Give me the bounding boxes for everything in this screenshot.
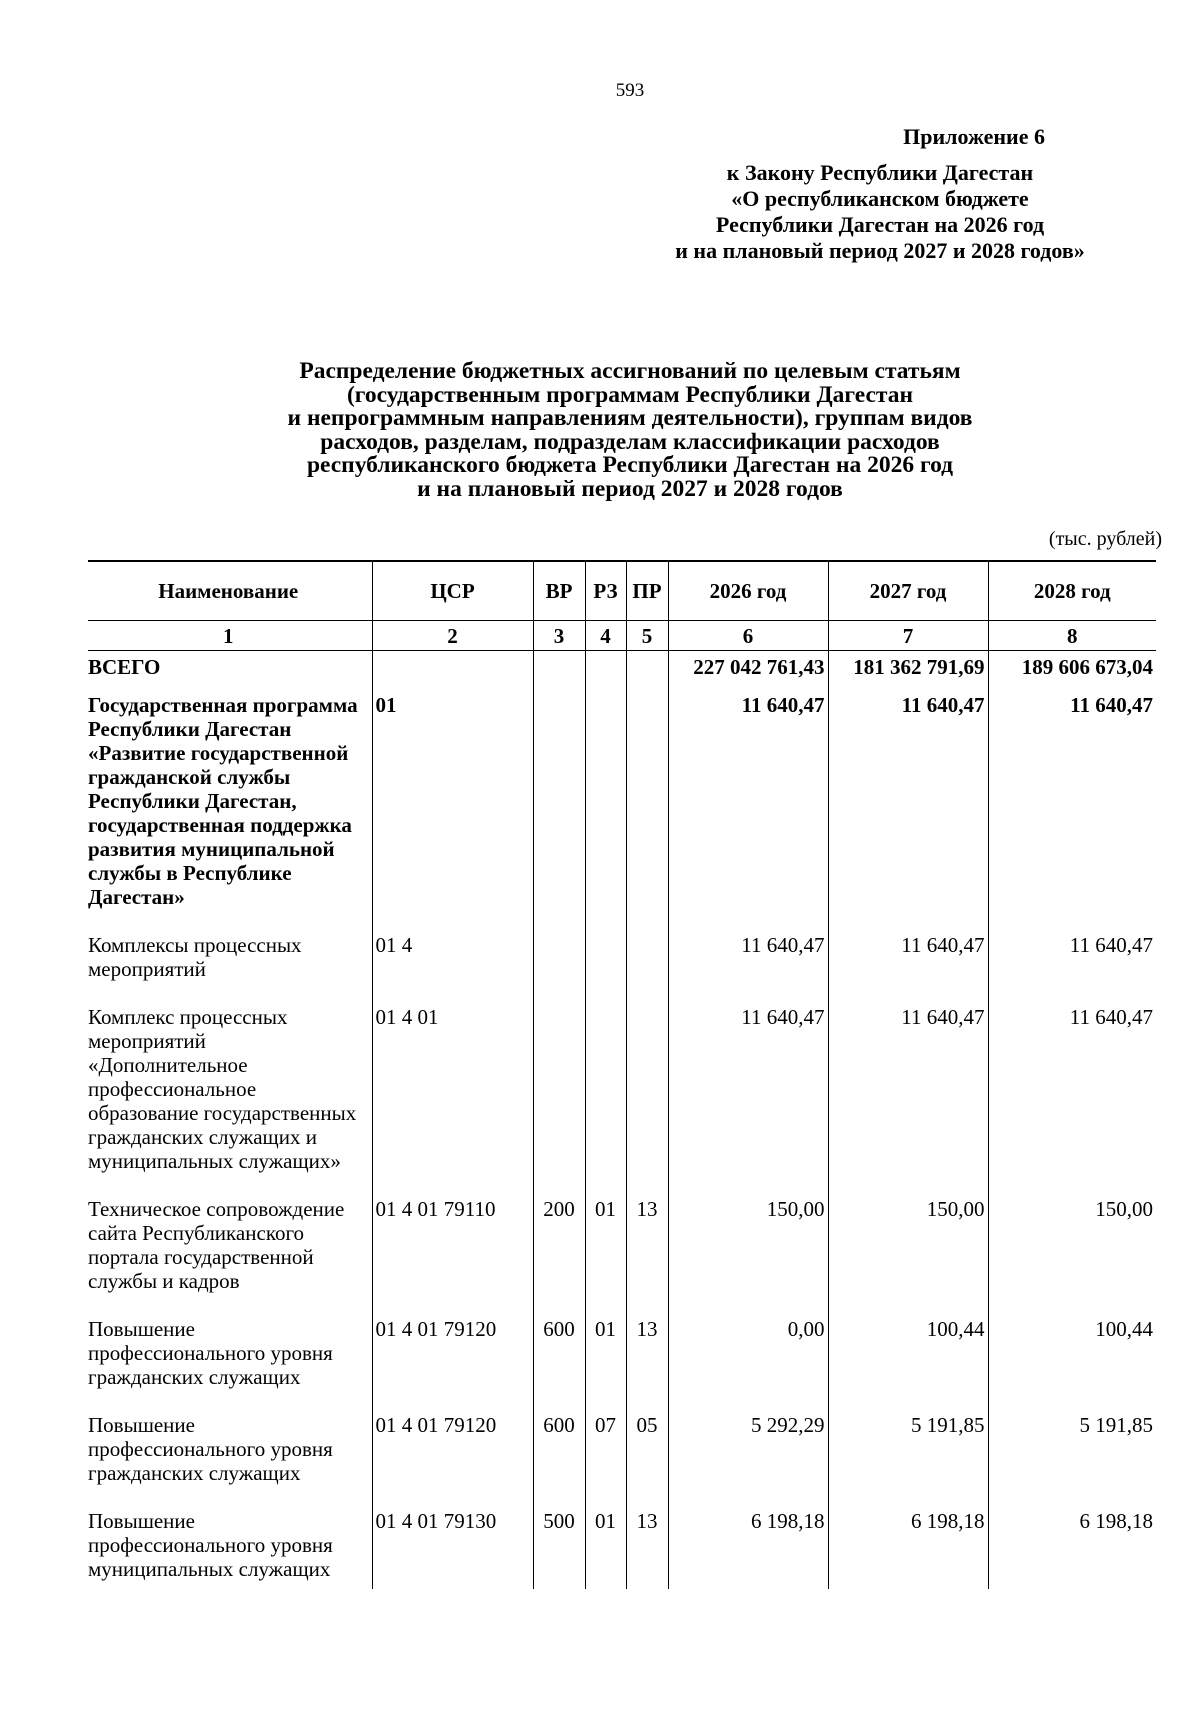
title-line: расходов, разделам, подразделам классификации расходов: [320, 428, 940, 455]
cell-csr: 01 4 01 79130: [372, 1503, 533, 1589]
cell-2028: 6 198,18: [988, 1503, 1156, 1589]
cell-rz: 01: [585, 1311, 626, 1407]
cell-2028: 11 640,47: [988, 687, 1156, 927]
cell-vr: [533, 687, 585, 927]
units-label: (тыс. рублей): [1048, 528, 1162, 550]
cell-name: Государственная программа Республики Дагестан «Развитие государственной гражданской службы Республики Дагестан, государственная поддержка развития муниципальной службы в Республике Дагестан»: [88, 687, 372, 927]
cell-rz: 07: [585, 1407, 626, 1503]
cell-vr: 600: [533, 1407, 585, 1503]
table-row: [88, 1311, 1156, 1407]
title-line: (государственным программам Республики Дагестан: [346, 381, 914, 408]
header-2027: 2027 год: [828, 561, 988, 621]
cell-name: Комплексы процессных мероприятий: [88, 927, 372, 999]
title-line: республиканского бюджета Республики Дагестан на 2026 год: [306, 452, 954, 478]
table-row-total: [88, 651, 1156, 688]
header-rz: РЗ: [585, 561, 626, 621]
appendix-line: «О республиканском бюджете: [731, 186, 1029, 211]
cell-rz: 01: [585, 1191, 626, 1311]
cell-vr: [533, 999, 585, 1191]
cell-vr: 200: [533, 1191, 585, 1311]
column-number: 1: [88, 621, 372, 651]
column-number: 4: [585, 621, 626, 651]
cell-2026: 11 640,47: [668, 687, 828, 927]
column-number: 7: [828, 621, 988, 651]
cell-2026: 11 640,47: [668, 927, 828, 999]
cell-2026: 150,00: [668, 1191, 828, 1311]
cell-2026: 227 042 761,43: [668, 651, 828, 688]
cell-pr: 13: [626, 1311, 668, 1407]
cell-csr: 01 4 01: [372, 999, 533, 1191]
cell-vr: 500: [533, 1503, 585, 1589]
cell-name: Техническое сопровождение сайта Республиканского портала государственной службы и кадров: [88, 1191, 372, 1311]
column-number: 6: [668, 621, 828, 651]
page-number: 593: [615, 80, 645, 101]
header-2028: 2028 год: [988, 561, 1156, 621]
cell-name: ВСЕГО: [88, 651, 372, 688]
cell-pr: [626, 999, 668, 1191]
header-pr: ПР: [626, 561, 668, 621]
title-line: Распределение бюджетных ассигнований по целевым статьям: [299, 358, 961, 384]
column-number: 8: [988, 621, 1156, 651]
budget-table: [88, 560, 1156, 1589]
header-vr: ВР: [533, 561, 585, 621]
cell-pr: 05: [626, 1407, 668, 1503]
document-title: [190, 360, 1070, 501]
cell-2027: 11 640,47: [828, 999, 988, 1191]
cell-rz: 01: [585, 1503, 626, 1589]
cell-2027: 6 198,18: [828, 1503, 988, 1589]
table-header-row: [88, 561, 1156, 621]
cell-vr: [533, 927, 585, 999]
cell-2028: 189 606 673,04: [988, 651, 1156, 688]
cell-csr: [372, 651, 533, 688]
cell-2026: 11 640,47: [668, 999, 828, 1191]
cell-rz: [585, 927, 626, 999]
cell-rz: [585, 687, 626, 927]
cell-csr: 01 4: [372, 927, 533, 999]
appendix-header: [645, 124, 1115, 264]
cell-2027: 100,44: [828, 1311, 988, 1407]
cell-pr: [626, 927, 668, 999]
appendix-line: к Закону Республики Дагестан: [726, 160, 1034, 185]
title-line: и на плановый период 2027 и 2028 годов: [417, 475, 843, 502]
cell-csr: 01 4 01 79120: [372, 1407, 533, 1503]
cell-2028: 5 191,85: [988, 1407, 1156, 1503]
cell-2027: 181 362 791,69: [828, 651, 988, 688]
cell-2026: 6 198,18: [668, 1503, 828, 1589]
table-row: [88, 1191, 1156, 1311]
cell-2027: 11 640,47: [828, 927, 988, 999]
cell-name: Повышение профессионального уровня гражданских служащих: [88, 1407, 372, 1503]
cell-2027: 150,00: [828, 1191, 988, 1311]
column-number-row: [88, 621, 1156, 651]
cell-2028: 11 640,47: [988, 927, 1156, 999]
cell-2027: 11 640,47: [828, 687, 988, 927]
cell-2027: 5 191,85: [828, 1407, 988, 1503]
cell-csr: 01: [372, 687, 533, 927]
cell-pr: [626, 651, 668, 688]
column-number: 2: [372, 621, 533, 651]
cell-2028: 150,00: [988, 1191, 1156, 1311]
header-csr: ЦСР: [372, 561, 533, 621]
cell-pr: 13: [626, 1503, 668, 1589]
table-row: [88, 1503, 1156, 1589]
table-row: [88, 927, 1156, 999]
cell-csr: 01 4 01 79120: [372, 1311, 533, 1407]
cell-name: Повышение профессионального уровня гражданских служащих: [88, 1311, 372, 1407]
cell-vr: 600: [533, 1311, 585, 1407]
title-line: и непрограммным направлениям деятельности), группам видов: [287, 405, 973, 431]
cell-name: Повышение профессионального уровня муниципальных служащих: [88, 1503, 372, 1589]
cell-pr: 13: [626, 1191, 668, 1311]
cell-csr: 01 4 01 79110: [372, 1191, 533, 1311]
cell-2028: 11 640,47: [988, 999, 1156, 1191]
appendix-title: Приложение 6: [903, 124, 1045, 149]
appendix-line: и на плановый период 2027 и 2028 годов»: [675, 238, 1085, 263]
cell-2028: 100,44: [988, 1311, 1156, 1407]
table-row: [88, 999, 1156, 1191]
cell-2026: 5 292,29: [668, 1407, 828, 1503]
cell-rz: [585, 651, 626, 688]
column-number: 3: [533, 621, 585, 651]
cell-pr: [626, 687, 668, 927]
table-row: [88, 687, 1156, 927]
header-2026: 2026 год: [668, 561, 828, 621]
cell-vr: [533, 651, 585, 688]
table-row: [88, 1407, 1156, 1503]
column-number: 5: [626, 621, 668, 651]
cell-rz: [585, 999, 626, 1191]
appendix-line: Республики Дагестан на 2026 год: [715, 212, 1045, 237]
header-name: Наименование: [88, 561, 372, 621]
cell-name: Комплекс процессных мероприятий «Дополнительное профессиональное образование государственных гражданских служащих и муниципальных служащих»: [88, 999, 372, 1191]
cell-2026: 0,00: [668, 1311, 828, 1407]
